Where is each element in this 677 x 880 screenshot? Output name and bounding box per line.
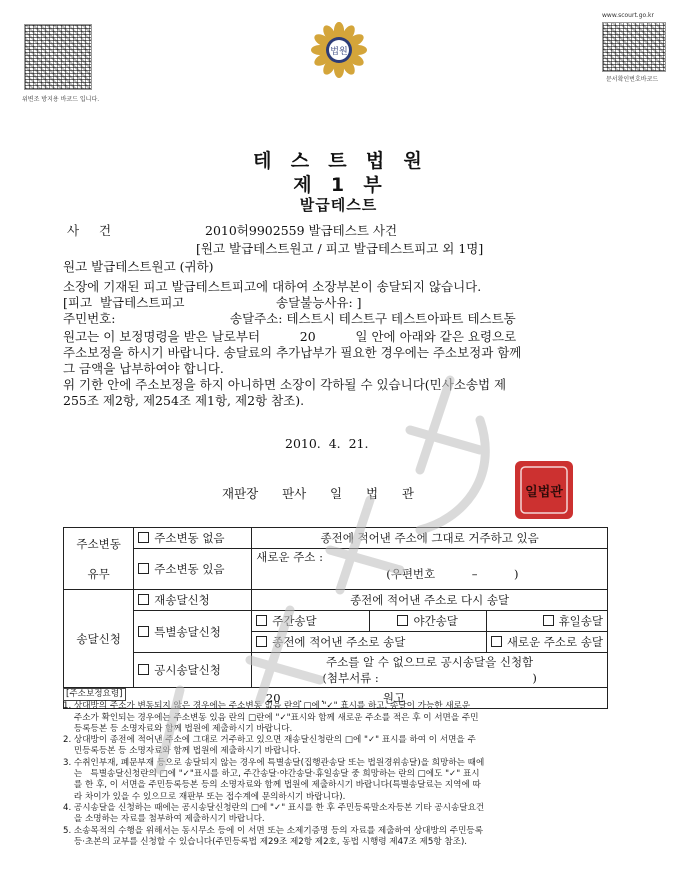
public-option[interactable]: 공시송달신청	[134, 653, 252, 688]
new-address-option[interactable]: 새로운 주소로 송달	[486, 632, 607, 653]
holiday-checkbox[interactable]	[543, 615, 554, 626]
seal-text: 일법관	[525, 485, 563, 500]
guide-line: 등록등본 등 소명자료와 함께 법원에 제출하시기 바랍니다.	[63, 723, 293, 734]
guide-line: 는 특별송달신청란의 □에 "✓"표시를 하고, 주간송달·야간송달·휴일송달 중 희망하는 란의 □에도 "✓" 표시	[63, 769, 480, 780]
old-address-checkbox[interactable]	[256, 636, 267, 647]
judge-signature: 재판장 판사 일 법 관	[222, 486, 414, 501]
site-url: www.scourt.go.kr	[602, 12, 654, 19]
resend-desc: 종전에 적어낸 주소로 다시 송달	[252, 590, 608, 611]
new-address-checkbox[interactable]	[491, 636, 502, 647]
body-line-2b: 송달불능사유: ]	[276, 295, 362, 310]
old-address-option[interactable]: 종전에 적어낸 주소로 송달	[252, 632, 487, 653]
body-line-3a: 주민번호:	[63, 311, 116, 326]
guide-heading: [주소보정요령]	[63, 688, 126, 701]
public-checkbox[interactable]	[138, 664, 149, 675]
case-parties: [원고 발급테스트원고 / 피고 발급테스트피고 외 1명]	[196, 241, 484, 256]
addressee: 원고 발급테스트원고 (귀하)	[63, 259, 214, 274]
body-line-1: 소장에 기재된 피고 발급테스트피고에 대하여 소장부본이 송달되지 않습니다.	[63, 279, 482, 294]
night-checkbox[interactable]	[397, 615, 408, 626]
guide-line: 등·초본의 교부를 신청할 수 있습니다(주민등록법 제29조 제2항 제2호, 동법 시행령 제47조 제5항 참조).	[63, 836, 468, 847]
day-checkbox[interactable]	[256, 615, 267, 626]
body-line-2a: [피고 발급테스트피고	[63, 295, 185, 310]
no-change-checkbox[interactable]	[138, 532, 149, 543]
issue-date: 2010. 4. 21.	[285, 436, 369, 451]
night-option[interactable]: 야간송달	[369, 611, 486, 632]
guide-line: 5. 소송목적의 수행을 위해서는 동시무소 등에 이 서면 또는 소제기증명 등의 자료를 제출하여 상대방의 주민등록	[63, 825, 484, 836]
guide-line: 4. 공시송달을 신청하는 때에는 공시송달신청란의 □에 "✓" 표시를 한 후 주민등록말소자등본 기타 공시송달요건	[63, 802, 485, 813]
guide-line: 을 소명하는 자료를 첨부하여 제출하시기 바랍니다.	[63, 814, 265, 825]
security-barcode	[24, 24, 92, 90]
guide-line: 주소가 확인되는 경우에는 주소변동 있음 란의 □란에 "✓"표시와 함께 새로운 주소를 적은 후 이 서면을 주민	[63, 712, 479, 723]
emblem-text: 법원	[330, 47, 348, 57]
guide-line: 2. 상대방이 종전에 적어낸 주소에 그대로 거주하고 있으면 재송달신청란의 □에 "✓" 표시를 하여 이 서면을 주	[63, 735, 476, 746]
day-option[interactable]: 주간송달	[252, 611, 369, 632]
document-barcode-caption: 문서확인번호바코드	[606, 76, 659, 83]
no-change-desc: 종전에 적어낸 주소에 그대로 거주하고 있음	[252, 528, 608, 549]
guide-line: 민등록등본 등 소명자료와 함께 법원에 제출하시기 바랍니다.	[63, 746, 301, 757]
resend-option[interactable]: 재송달신청	[134, 590, 252, 611]
court-name: 테 스 트 법 원	[253, 150, 424, 172]
para1-line-3: 그 금액을 납부하여야 합니다.	[63, 361, 224, 376]
address-correction-table	[63, 527, 608, 709]
security-barcode-caption: 위변조 방지용 바코드 입니다.	[22, 96, 100, 103]
guide-line: 3. 수취인부재, 폐문부재 등으로 송달되지 않는 경우에 특별송달(집행관송달 또는 법원경위송달)을 희망하는 때에	[63, 757, 485, 768]
para2-line-1: 위 기한 안에 주소보정을 하지 아니하면 소장이 각하될 수 있습니다(민사소송법 제	[63, 377, 507, 392]
case-label: 사 건	[67, 223, 112, 238]
judge-seal-icon	[512, 458, 576, 522]
division-name: 제 1 부	[293, 174, 384, 196]
guide-line: 를 한 후, 이 서면을 주민등록등본 등의 소명자료와 함께 법원에 제출하시기 바랍니다(특별송달료는 지역에 따	[63, 780, 481, 791]
special-option[interactable]: 특별송달신청	[134, 611, 252, 653]
attachment-field: (첨부서류 : )	[322, 671, 537, 685]
document-subtitle: 발급테스트	[299, 196, 378, 214]
correction-guide	[63, 688, 623, 848]
holiday-option[interactable]: 휴일송달	[486, 611, 607, 632]
guide-line: 1. 상대방의 주소가 변동되지 않은 경우에는 주소변동 없음 란의 □에 "✓" 표시를 하고, 송달이 가능한 새로운	[63, 701, 471, 712]
body-line-3b: 송달주소: 테스트시 테스트구 테스트아파트 테스트동	[230, 311, 516, 326]
para1-line-1: 원고는 이 보정명령을 받은 날로부터 20 일 안에 아래와 같은 요령으로	[63, 329, 517, 344]
resend-checkbox[interactable]	[138, 594, 149, 605]
addr-change-label: 주소변동 유무	[64, 528, 134, 590]
para1-line-2: 주소보정을 하시기 바랍니다. 송달료의 추가납부가 필요한 경우에는 주소보정과 함께	[63, 345, 522, 360]
has-change-checkbox[interactable]	[138, 563, 149, 574]
has-change-option[interactable]: 주소변동 있음	[134, 549, 252, 590]
case-number: 2010허9902559 발급테스트 사건	[205, 223, 398, 238]
service-request-label: 송달신청	[64, 590, 134, 688]
document-barcode	[602, 22, 666, 72]
para2-line-2: 255조 제2항, 제254조 제1항, 제2항 참조).	[63, 393, 305, 408]
guide-line: 라 차이가 있을 수 있으므로 재판부 또는 접수계에 문의하시기 바랍니다).	[63, 791, 346, 802]
no-change-option[interactable]: 주소변동 없음	[134, 528, 252, 549]
special-checkbox[interactable]	[138, 626, 149, 637]
signature-line: 20 . . . 원고	[64, 688, 608, 709]
court-emblem-icon	[311, 22, 367, 78]
public-desc: 주소를 알 수 없으므로 공시송달을 신청함 (첨부서류 : )	[252, 653, 608, 688]
new-address-field[interactable]: 새로운 주소 : (우편번호 – )	[252, 549, 608, 590]
